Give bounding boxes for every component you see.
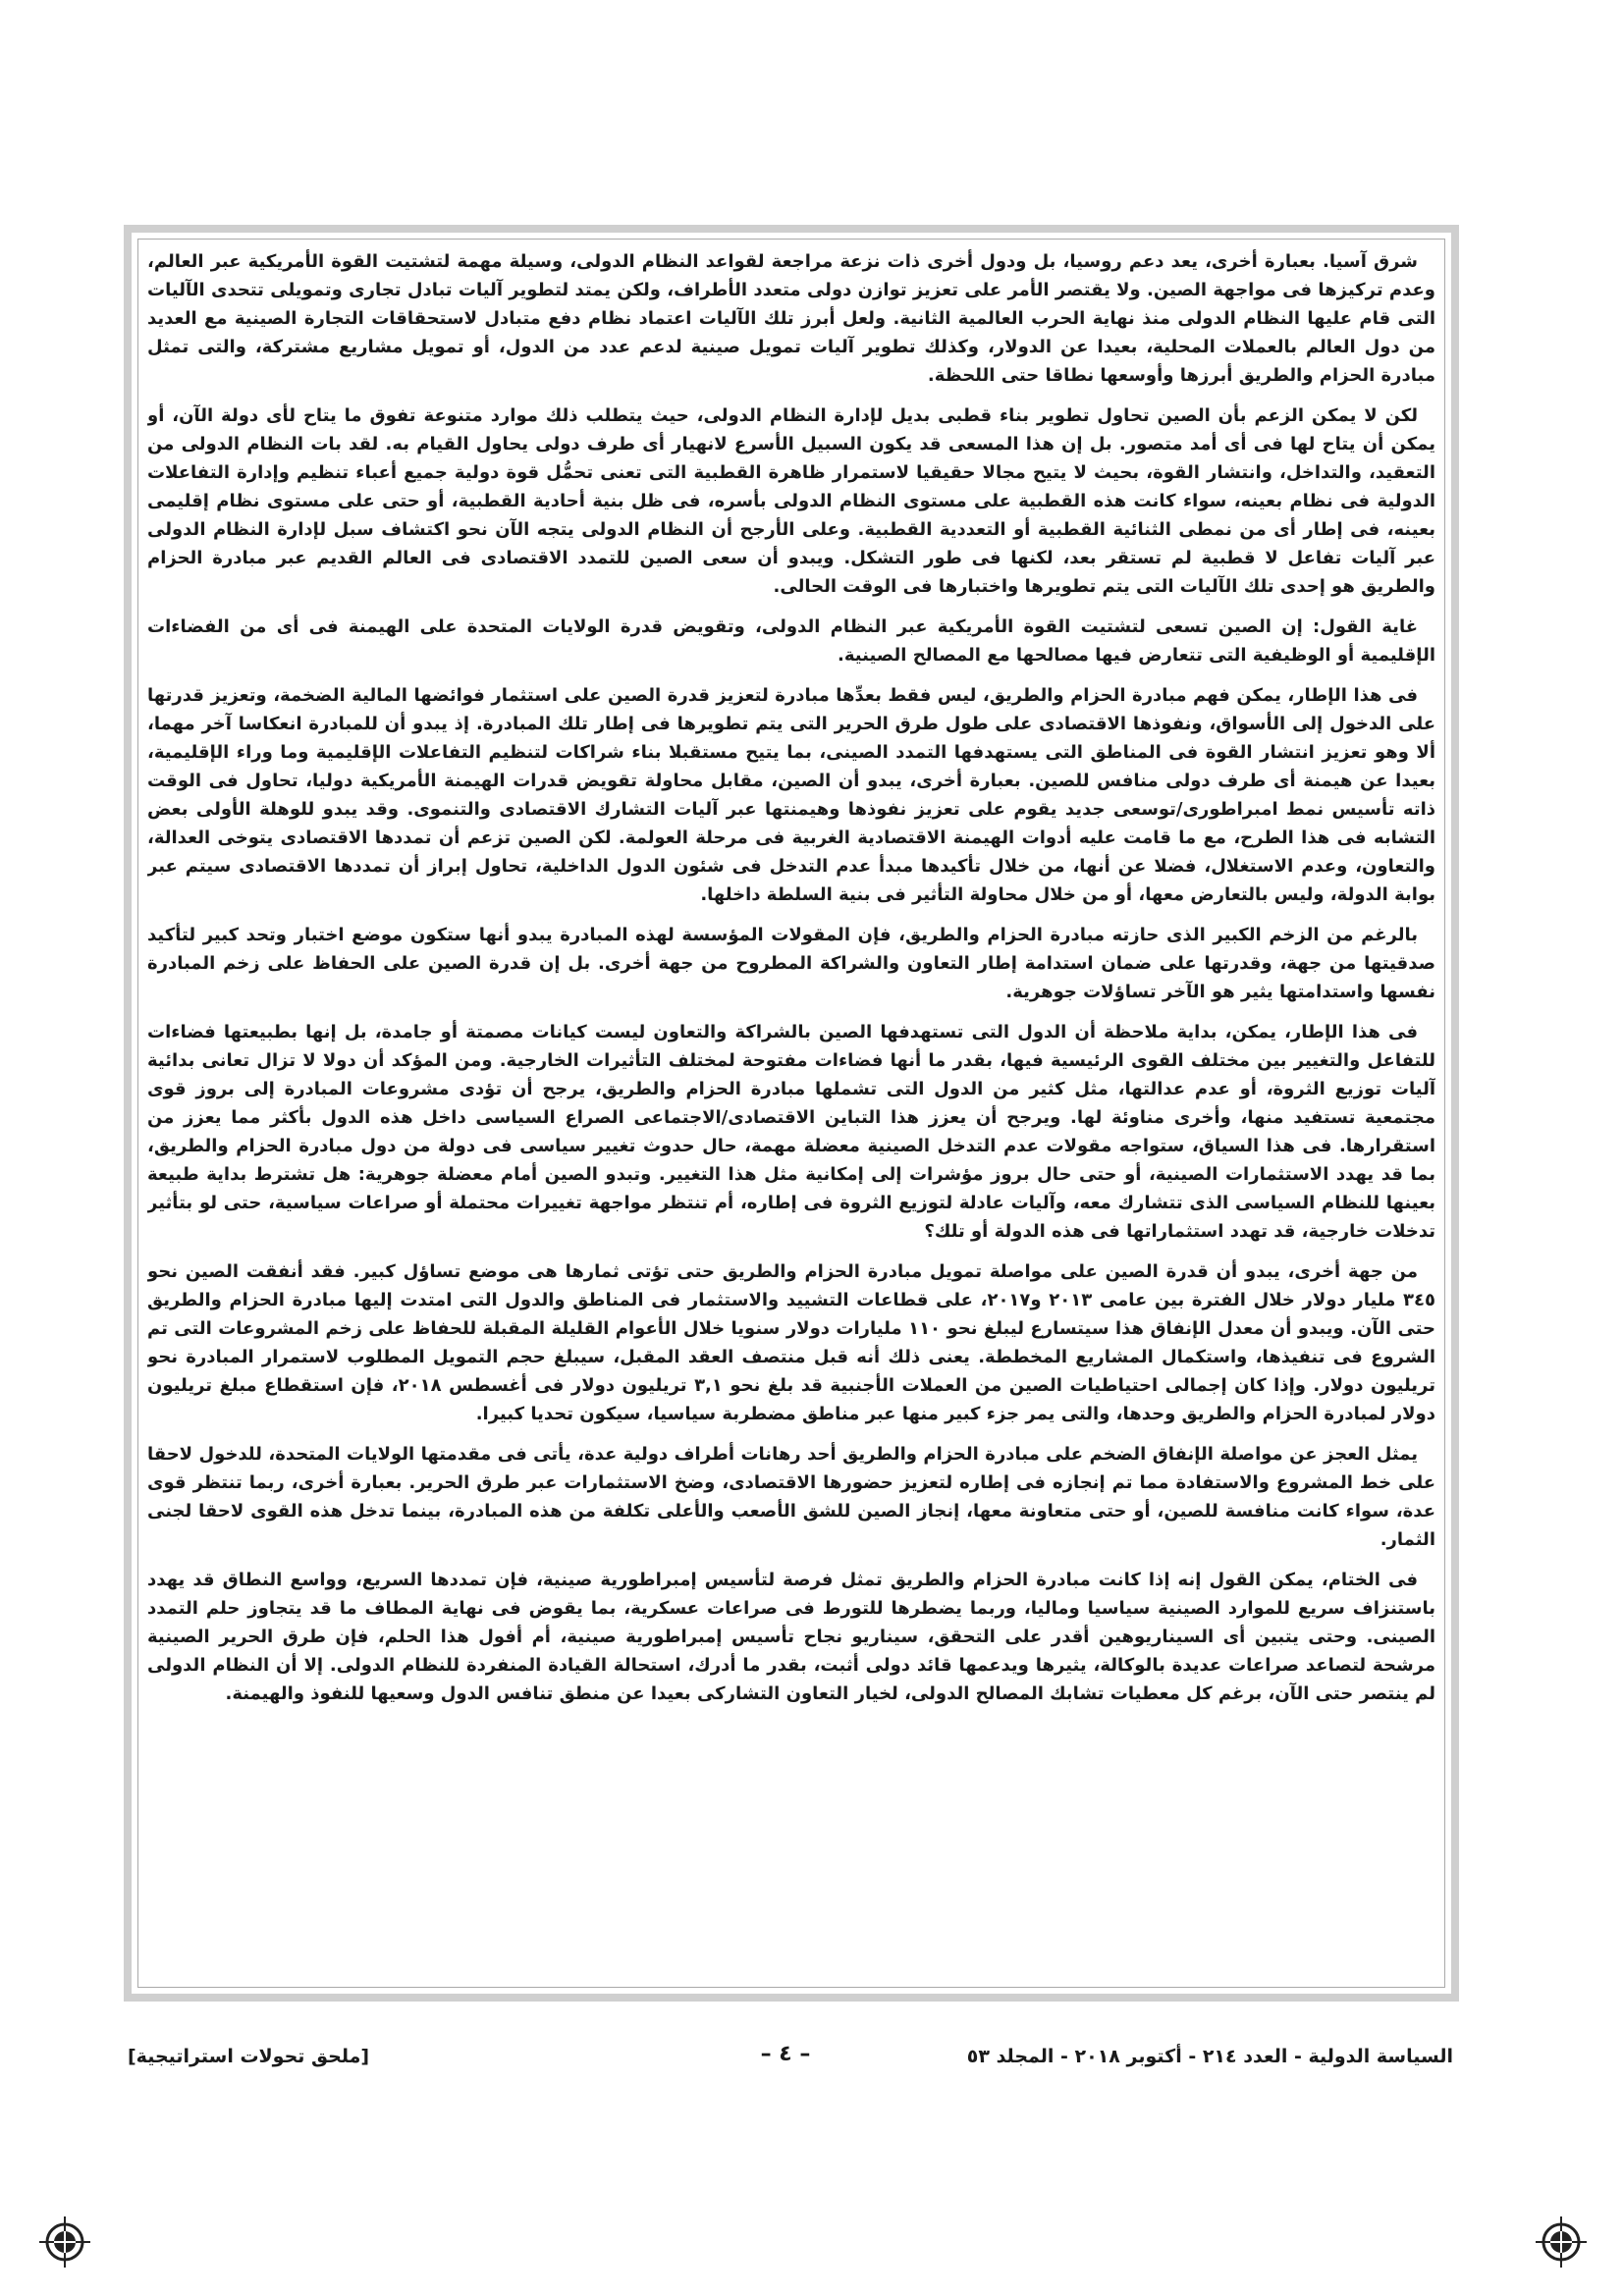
paragraph-4: فى هذا الإطار، يمكن فهم مبادرة الحزام والطريق، ليس فقط بعدِّها مبادرة لتعزيز قدرة الصين على استثمار فوائضها المالية الضخمة، وتعزيز قدرتها على الدخول إلى الأسواق، ونفوذها الاقتصادى على طول طرق الحرير التى يتم تطويرها فى إطار تلك المبادرة. إذ يبدو أن للمبادرة انعكاسا آخر مهما، ألا وهو تعزيز انتشار القوة فى المناطق التى يستهدفها التمدد الصينى، بما يتيح مستقبلا بناء شراكات لتنظيم التفاعلات الإقليمية وما وراء الإقليمية، بعيدا عن هيمنة أى طرف دولى منافس للصين. بعبارة أخرى، يبدو أن الصين، مقابل محاولة تقويض قدرات الهيمنة الأمريكية دوليا، تحاول فى الوقت ذاته تأسيس نمط امبراطورى/توسعى جديد يقوم على تعزيز نفوذها وهيمنتها عبر آليات التشارك الاقتصادى والتنموى. وقد يبدو للوهلة الأولى بعض التشابه فى هذا الطرح، مع ما قامت عليه أدوات الهيمنة الاقتصادية الغربية فى مرحلة العولمة. لكن الصين تزعم أن تمددها الاقتصادى يتوخى العدالة، والتعاون، وعدم الاستغلال، فضلا عن أنها، من خلال تأكيدها مبدأ عدم التدخل فى شئون الدول الداخلية، تحاول إبراز أن تمددها الاقتصادى سيتم عبر بوابة الدولة، وليس بالتعارض معها، أو من خلال محاولة التأثير فى بنية السلطة داخلها. [147, 685, 1435, 905]
paragraph-1: شرق آسيا. بعبارة أخرى، يعد دعم روسيا، بل ودول أخرى ذات نزعة مراجعة لقواعد النظام الدولى، وسيلة مهمة لتشتيت القوة الأمريكية عبر العالم، وعدم تركيزها فى مواجهة الصين. ولا يقتصر الأمر على تعزيز توازن دولى متعدد الأطراف، ولكن يمتد لتطوير آليات تبادل تجارى وتمويلى تتحدى الآليات التى قام عليها النظام الدولى منذ نهاية الحرب العالمية الثانية. ولعل أبرز تلك الآليات اعتماد نظام دفع متبادل لاستحقاقات التجارة الصينية مع العديد من دول العالم بالعملات المحلية، بعيدا عن الدولار، وكذلك تطوير آليات تمويل صينية لدعم عدد من الدول، أو تمويل مشاريع مشتركة، والتى تمثل مبادرة الحزام والطريق أبرزها وأوسعها نطاقا حتى اللحظة. [147, 251, 1435, 386]
paragraph-9: فى الختام، يمكن القول إنه إذا كانت مبادرة الحزام والطريق تمثل فرصة لتأسيس إمبراطورية صينية، فإن تمددها السريع، وواسع النطاق قد يهدد باستنزاف سريع للموارد الصينية سياسيا وماليا، وربما يضطرها للتورط فى صراعات عسكرية، بما يقوض فى نهاية المطاف ما قد يتجاوز حلم التمدد الصينى. وحتى يتبين أى السيناريوهين أقدر على التحقق، سيناريو نجاح تأسيس إمبراطورية صينية، أم أفول هذا الحلم، فإن طرق الحرير الصينية مرشحة لتصاعد صراعات عديدة بالوكالة، يثيرها ويدعمها قائد دولى أثبت، بقدر ما أدرك، استحالة القيادة المنفردة للنظام الدولى. إلا أن النظام الدولى لم ينتصر حتى الآن، برغم كل معطيات تشابك المصالح الدولى، لخيار التعاون التشاركى بعيدا عن منطق تنافس الدول وسعيها للنفوذ والهيمنة. [147, 1570, 1435, 1704]
paragraph-7: من جهة أخرى، يبدو أن قدرة الصين على مواصلة تمويل مبادرة الحزام والطريق حتى تؤتى ثمارها هى موضع تساؤل كبير. فقد أنفقت الصين نحو ٣٤٥ مليار دولار خلال الفترة بين عامى ٢٠١٣ و٢٠١٧، على قطاعات التشييد والاستثمار فى المناطق والدول التى امتدت إليها مبادرة الحزام والطريق حتى الآن. ويبدو أن معدل الإنفاق هذا سيتسارع ليبلغ نحو ١١٠ مليارات دولار سنويا خلال الأعوام القليلة المقبلة للحفاظ على زخم المشروعات التى تم الشروع فى تنفيذها، واستكمال المشاريع المخططة. يعنى ذلك أنه قبل منتصف العقد المقبل، سيبلغ حجم التمويل المطلوب لاستمرار المبادرة نحو تريليون دولار. وإذا كان إجمالى احتياطيات الصين من العملات الأجنبية قد بلغ نحو ٣,١ تريليون دولار فى أغسطس ٢٠١٨، فإن استقطاع مبلغ تريليون دولار لمبادرة الحزام والطريق وحدها، والتى يمر جزء كبير منها عبر مناطق مضطربة سياسيا، سيكون تحديا كبيرا. [147, 1261, 1435, 1424]
journal-info: السياسة الدولية - العدد ٢١٤ - أكتوبر ٢٠١٨ - المجلد ٥٣ [966, 2046, 1453, 2067]
article-body [147, 247, 1435, 1985]
paragraph-5: بالرغم من الزخم الكبير الذى حازته مبادرة الحزام والطريق، فإن المقولات المؤسسة لهذه المبادرة يبدو أنها ستكون موضع اختبار وتحد كبير لتأكيد صدقيتها من جهة، وقدرتها على ضمان استدامة إطار التعاون والشراكة المطروح من جهة أخرى. بل إن قدرة الصين على الحفاظ على زخم المبادرة نفسها واستدامتها يثير هو الآخر تساؤلات جوهرية. [147, 925, 1435, 1002]
registration-mark-icon [1532, 2213, 1591, 2271]
paragraph-2: لكن لا يمكن الزعم بأن الصين تحاول تطوير بناء قطبى بديل لإدارة النظام الدولى، حيث يتطلب ذلك موارد متنوعة تفوق ما يتاح لأى دولة الآن، أو يمكن أن يتاح لها فى أى أمد متصور. بل إن هذا المسعى قد يكون السبيل الأسرع لانهيار أى طرف دولى يحاول القيام به. لقد بات النظام الدولى من التعقيد، والتداخل، وانتشار القوة، بحيث لا يتيح مجالا حقيقيا لاستمرار ظاهرة القطبية التى تعنى تحمُّل قوة دولية جميع أعباء تنظيم وإدارة التفاعلات الدولية فى نظام بعينه، سواء كانت هذه القطبية على مستوى النظام الدولى بأسره، فى ظل بنية أحادية القطبية، أو حتى على مستوى نظام إقليمى بعينه، فى إطار أى من نمطى الثنائية القطبية أو التعددية القطبية. وعلى الأرجح أن النظام الدولى يتجه الآن نحو اكتشاف سبل لإدارة النظام الدولى عبر آليات تفاعل لا قطبية لم تستقر بعد، لكنها فى طور التشكل. ويبدو أن سعى الصين للتمدد الاقتصادى فى العالم القديم عبر مبادرة الحزام والطريق هو إحدى تلك الآليات التى يتم تطويرها واختبارها فى الوقت الحالى. [147, 405, 1435, 597]
page-footer [128, 2040, 1453, 2075]
paragraph-8: يمثل العجز عن مواصلة الإنفاق الضخم على مبادرة الحزام والطريق أحد رهانات أطراف دولية عدة، يأتى فى مقدمتها الولايات المتحدة، للدخول لاحقا على خط المشروع والاستفادة مما تم إنجازه فى إطاره لتعزيز حضورها الاقتصادى، وضخ الاستثمارات عبر طرق الحرير. بعبارة أخرى، ربما تنتظر قوى عدة، سواء كانت منافسة للصين، أو حتى متعاونة معها، إنجاز الصين للشق الأصعب والأعلى تكلفة من هذه المبادرة، بينما تدخل هذه القوى لاحقا لجنى الثمار. [147, 1444, 1435, 1550]
supplement-label: [ملحق تحولات استراتيجية] [128, 2046, 370, 2067]
registration-mark-icon [35, 2213, 94, 2271]
page-number: – ٤ – [760, 2042, 811, 2066]
paragraph-6: فى هذا الإطار، يمكن، بداية ملاحظة أن الدول التى تستهدفها الصين بالشراكة والتعاون ليست كيانات مصمتة أو جامدة، بل إنها بطبيعتها فضاءات للتفاعل والتغيير بين مختلف القوى الرئيسية فيها، بقدر ما أنها فضاءات مفتوحة لمختلف التأثيرات الخارجية. ومن المؤكد أن دولا لا تزال تعانى بدائية آليات توزيع الثروة، أو عدم عدالتها، مثل كثير من الدول التى تشملها مبادرة الحزام والطريق، يرجح أن تؤدى مشروعات المبادرة إلى بروز قوى مجتمعية تستفيد منها، وأخرى مناوئة لها. ويرجح أن يعزز هذا التباين الاقتصادى/الاجتماعى الصراع السياسى داخل هذه الدول بأكثر مما يعزز من استقرارها. فى هذا السياق، ستواجه مقولات عدم التدخل الصينية معضلة مهمة، حال حدوث تغيير سياسى فى دولة من دول مبادرة الحزام والطريق، بما قد يهدد الاستثمارات الصينية، أو حتى حال بروز مؤشرات إلى إمكانية مثل هذا التغيير. وتبدو الصين أمام معضلة جوهرية: هل تشترط بداية طبيعة بعينها للنظام السياسى الذى تتشارك معه، وآليات عادلة لتوزيع الثروة فى إطاره، أم تنتظر مواجهة تغييرات محتملة أو صراعات سياسية، حتى لو بتأثير تدخلات خارجية، قد تهدد استثماراتها فى هذه الدولة أو تلك؟ [147, 1022, 1435, 1242]
paragraph-3: غاية القول: إن الصين تسعى لتشتيت القوة الأمريكية عبر النظام الدولى، وتقويض قدرة الولايات المتحدة على الهيمنة فى أى من الفضاءات الإقليمية أو الوظيفية التى تتعارض فيها مصالحها مع المصالح الصينية. [147, 616, 1435, 666]
